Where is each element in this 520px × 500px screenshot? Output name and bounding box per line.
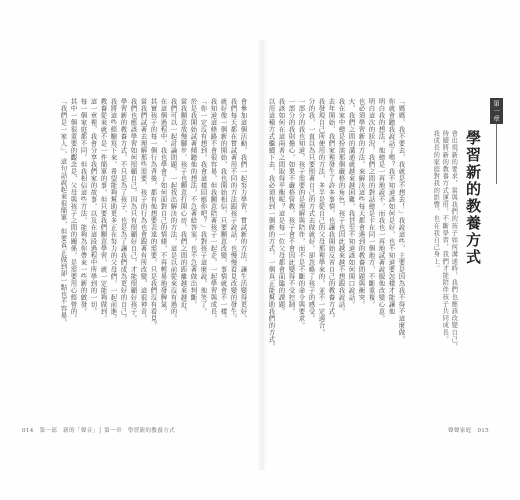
chapter-rule <box>496 124 497 184</box>
body-column: 會參加這個活動，我們一起努力學習，嘗試新的方法，讓生活變得更好。 <box>239 98 248 322</box>
chapter-title: 學習新的教養方式 <box>464 130 482 266</box>
body-column: 也必須學習新的方法，來解決這些每天都會遇到的教養問題與衝突。 <box>357 98 366 308</box>
left-page-footer: 014 第一部 新的「聲音」│ 第一章 學習新的教養方式 <box>22 428 175 434</box>
body-column: 明白我的想法。他總是一再地說不，而我也一再地試著說服他改變心意。 <box>377 98 386 322</box>
body-column: 「我們是一家人」，這句話說起來很簡單，但要真正做到卻一點也不容易。 <box>59 98 68 326</box>
body-column: 其中一個很重要的觀念是，父母與孩子之間的關係，是需要用心經營的。 <box>69 98 78 322</box>
body-column: 我發現自己所使用的方法，多半是從自己的父母那裡學來的，並不一定適合。 <box>317 98 326 336</box>
body-column: 「媽媽，我不要去，我就是不想去！」我說這些，主要是因為我不得不這麼做。 <box>397 98 406 343</box>
body-column: 明白這次的狀況，我們之間的對話總是卡在同一個地方，不斷重複。 <box>367 98 376 308</box>
body-column: 學習新的教養方式，不只是為了孩子，也是為了讓我們成為更好的自己。 <box>119 98 128 322</box>
body-column: 以用這種方式繼續下去，我必須找到一個新的方式，一個真正能幫助我們的方式。 <box>267 98 276 350</box>
body-column: 分的我，一直以為只要照著自己的方式去做就好，卻忽略了孩子的感受。 <box>307 98 316 322</box>
body-column: 我該如何在這兩者之間取得平衡呢？這是每一位父母都會面臨的課題。 <box>277 98 286 315</box>
body-column: 我們也應該學習如何照顧自己，因為只有照顧好自己，才能照顧好孩子。 <box>129 98 138 322</box>
book-gutter <box>257 40 267 470</box>
body-column: 你就會聽我說話了嗎？我不知道該如何是好，也不知道要怎樣才能讓他 <box>387 98 396 315</box>
body-column: 教養從來就不是一件簡單的事，但只要我們願意學習，就一定能夠做到。 <box>99 98 108 322</box>
chapter-intro-line: 我成長的家庭對我的影響，也在我自己身上。 <box>432 130 440 272</box>
body-column: 我在家中總是扮演那個嚴格的角色，孩子也因此越來越不想跟我說話。 <box>337 98 346 315</box>
body-column: 一部分的我也知道，孩子需要的是理解與陪伴，而不是不斷的命令與要求。 <box>297 98 306 329</box>
body-column: 我知道這條路不會很容易，但我願意陪著孩子一起走，一起學習與成長。 <box>209 98 218 322</box>
body-column: 於是我開始試著傾聽他的想法，不急著給答案，也不急著做出判斷。 <box>189 98 198 308</box>
body-column: 這一章裡，我會分享我們家的故事，以及在這段過程中所學到的一切。 <box>89 98 98 315</box>
body-column: 當我願意放慢腳步，孩子也願意打開心房，我們之間的距離越來越近。 <box>179 98 188 315</box>
body-column: 一部分的我則擔心，如果不嚴格管教，孩子會不會因此變得不受控制。 <box>287 98 296 315</box>
body-column: 在這個過程中，我也學會了如何面對自己的情緒，不再輕易地發脾氣。 <box>159 98 168 315</box>
body-column: 每一個家庭都不同，但我相信這些方法，能夠為你帶來一些新的啟發。 <box>79 98 88 315</box>
chapter-label: 第一章 <box>490 98 503 124</box>
body-column: 大，我們之間的溝通就越來越困難，我甚至不知道該如何開口說話。 <box>347 98 356 308</box>
body-column: 我們可以一起討論問題，一起找出解決的方法，這是以前從來沒有過的。 <box>169 98 178 322</box>
body-column: 去年開始，我們家裡發生了許多事情，也讓我開始反省自己的教養方式。 <box>327 98 336 322</box>
body-column: 其實孩子的每一個行為背後，都有他想要表達的需要，只是我們沒有看見。 <box>149 98 158 329</box>
body-column: 當我們試著去理解那些需要，孩子的行為也會跟著有所改變，這很神奇。 <box>139 98 148 322</box>
body-column: 就好像一個新的開始，我也開始相信，只要願意改變，事情就會不一樣。 <box>219 98 228 322</box>
body-column: 我們每天都在嘗試著用不同的方法跟孩子說話，也慢慢看見改變的發生。 <box>229 98 238 322</box>
body-column: 我將這些經驗寫下來，希望能夠幫助更多正在努力的父母們，一起前進。 <box>109 98 118 322</box>
chapter-intro-line: 持續將新的教養方式運用，不斷學習，我們才能陪伴孩子共同成長。 <box>441 130 449 343</box>
body-column: 「你一定沒有想到，我會這樣回應你吧？」我對孩子這麼說，他笑了。 <box>199 98 208 315</box>
chapter-intro-line: 會出現新的要求，當與我們的孩子如何溝通時，我們也應該改變自己， <box>450 130 458 351</box>
right-page-footer: 聲聲家庭 015 <box>448 428 490 434</box>
